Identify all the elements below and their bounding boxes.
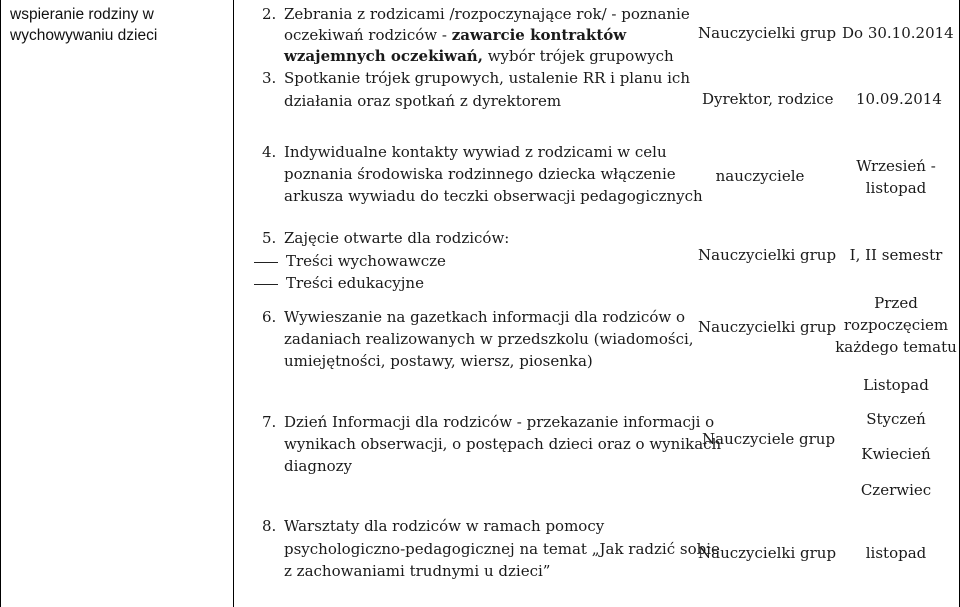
item-7-line-3: diagnozy (284, 457, 353, 475)
item-6-line-3: umiejętności, postawy, wiersz, piosenka) (284, 352, 593, 370)
item-6-responsible: Nauczycielki grup (698, 318, 837, 336)
item-2-date: Do 30.10.2014 (842, 24, 954, 42)
item-7-line-1: 7. Dzień Informacji dla rodziców - przekazanie informacji o (262, 413, 715, 431)
item-5-date: I, II semestr (849, 246, 943, 264)
item-6-date-line-3: każdego tematu (835, 338, 957, 356)
item-8-line-2: psychologiczno-pedagogicznej na temat „Jak radzić sobie (284, 540, 720, 558)
item-6-line-2: zadaniach realizowanych w przedszkolu (wiadomości, (284, 330, 694, 348)
item-7-date-line-2: Kwiecień (861, 445, 931, 463)
item-5-line-1: 5. Zajęcie otwarte dla rodziców: (262, 229, 510, 247)
item-2-line-2: oczekiwań rodziców - zawarcie kontraktów (284, 26, 627, 44)
item-7-line-2: wynikach obserwacji, o postępach dzieci oraz o wynikach (284, 435, 722, 453)
item-5-sub-2: Treści edukacyjne (254, 271, 424, 295)
item-4-responsible: nauczyciele (715, 167, 805, 185)
category-cell-line-2: wychowywaniu dzieci (10, 27, 158, 44)
item-7-date-line-1: Styczeń (866, 410, 926, 428)
item-2-line-1: 2. Zebrania z rodzicami /rozpoczynające rok/ - poznanie (262, 5, 690, 23)
item-2-line-3: wzajemnych oczekiwań, wybór trójek grupowych (284, 47, 674, 65)
item-5-sub-1: Treści wychowawcze (254, 249, 446, 273)
item-6-line-1: 6. Wywieszanie na gazetkach informacji dla rodziców o (262, 308, 685, 326)
category-cell-line-1: wspieranie rodziny w (10, 6, 154, 23)
item-8-line-1: 8. Warsztaty dla rodziców w ramach pomocy (262, 517, 605, 535)
item-7-responsible: Nauczyciele grup (702, 430, 836, 448)
item-7-date-line-0: Listopad (863, 376, 929, 394)
item-3-line-2: działania oraz spotkań z dyrektorem (284, 92, 562, 110)
table-divider-1 (233, 0, 234, 607)
item-3-date: 10.09.2014 (856, 90, 942, 108)
item-6-date-line-1: Przed (874, 294, 918, 312)
item-4-date-line-1: Wrzesień - (856, 157, 936, 175)
item-8-date: listopad (865, 544, 927, 562)
table-border-left (0, 0, 1, 607)
item-5-responsible: Nauczycielki grup (698, 246, 837, 264)
item-8-line-3: z zachowaniami trudnymi u dzieci” (284, 562, 551, 580)
item-2-responsible: Nauczycielki grup (698, 24, 837, 42)
item-7-date-line-3: Czerwiec (860, 481, 932, 499)
item-3-responsible: Dyrektor, rodzice (702, 90, 834, 108)
item-4-line-2: poznania środowiska rodzinnego dziecka włączenie (284, 165, 676, 183)
item-4-line-3: arkusza wywiadu do teczki obserwacji pedagogicznych (284, 187, 703, 205)
item-6-date-line-2: rozpoczęciem (843, 316, 949, 334)
item-8-responsible: Nauczycielki grup (698, 544, 837, 562)
item-4-date-line-2: listopad (865, 179, 927, 197)
item-3-line-1: 3. Spotkanie trójek grupowych, ustalenie RR i planu ich (262, 69, 690, 87)
item-4-line-1: 4. Indywidualne kontakty wywiad z rodzicami w celu (262, 143, 667, 161)
